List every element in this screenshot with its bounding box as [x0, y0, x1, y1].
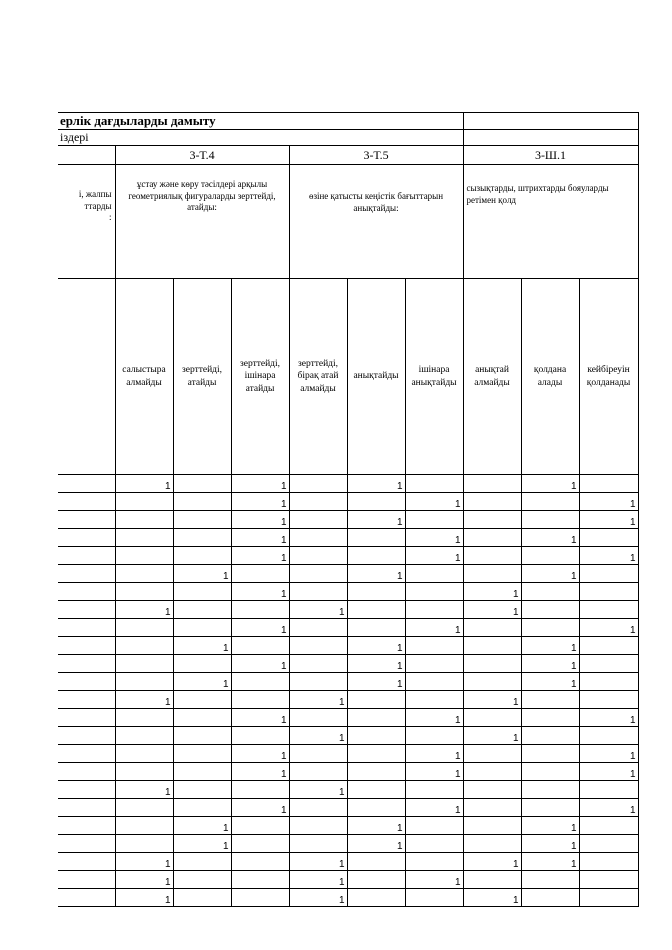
table-cell[interactable] [289, 547, 347, 565]
table-cell[interactable]: 1 [579, 745, 638, 763]
table-cell[interactable]: 1 [289, 781, 347, 799]
table-cell[interactable]: 1 [347, 511, 405, 529]
table-cell[interactable] [115, 709, 173, 727]
table-cell[interactable]: 1 [289, 691, 347, 709]
table-row [58, 583, 638, 601]
table-cell[interactable] [231, 835, 289, 853]
table-cell[interactable]: 1 [463, 583, 521, 601]
table-cell[interactable] [115, 673, 173, 691]
criteria-header: кейбіреуін қолданады [579, 279, 638, 475]
table-cell[interactable] [463, 637, 521, 655]
table-cell[interactable] [579, 889, 638, 907]
table-row [58, 727, 638, 745]
table-cell[interactable] [231, 565, 289, 583]
table-row [58, 511, 638, 529]
table-cell[interactable] [231, 727, 289, 745]
row-edge-cell [58, 637, 115, 655]
table-cell[interactable] [173, 493, 231, 511]
table-cell[interactable] [115, 619, 173, 637]
table-cell[interactable] [463, 709, 521, 727]
criteria-header: анықтайды [347, 279, 405, 475]
table-cell[interactable]: 1 [521, 529, 579, 547]
table-cell[interactable] [463, 817, 521, 835]
table-cell[interactable]: 1 [521, 565, 579, 583]
table-cell[interactable] [463, 565, 521, 583]
table-cell[interactable]: 1 [231, 511, 289, 529]
table-cell[interactable]: 1 [231, 493, 289, 511]
table-cell[interactable] [463, 673, 521, 691]
table-cell[interactable]: 1 [115, 871, 173, 889]
table-cell[interactable] [405, 817, 463, 835]
table-subtitle: іздері [58, 130, 463, 146]
table-cell[interactable]: 1 [173, 565, 231, 583]
table-cell[interactable] [347, 529, 405, 547]
table-cell[interactable] [521, 763, 579, 781]
table-cell[interactable] [231, 601, 289, 619]
table-cell[interactable]: 1 [463, 727, 521, 745]
table-cell[interactable] [405, 889, 463, 907]
table-cell[interactable] [579, 601, 638, 619]
code-cell-sh1: 3-Ш.1 [463, 146, 638, 165]
table-cell[interactable] [115, 511, 173, 529]
table-cell[interactable] [289, 583, 347, 601]
table-cell[interactable] [347, 871, 405, 889]
table-cell[interactable] [579, 727, 638, 745]
table-cell[interactable] [521, 799, 579, 817]
table-cell[interactable] [289, 817, 347, 835]
table-cell[interactable]: 1 [231, 709, 289, 727]
table-row [58, 619, 638, 637]
table-cell[interactable] [347, 799, 405, 817]
criteria-header: зерттейді, ішінара атайды [231, 279, 289, 475]
table-cell[interactable] [405, 673, 463, 691]
table-cell[interactable]: 1 [115, 475, 173, 493]
table-row [58, 709, 638, 727]
table-cell[interactable]: 1 [405, 493, 463, 511]
table-cell[interactable] [463, 547, 521, 565]
table-cell[interactable] [521, 745, 579, 763]
table-cell[interactable]: 1 [347, 817, 405, 835]
table-cell[interactable]: 1 [115, 601, 173, 619]
description-sh1: сызықтарды, штрихтарды бояуларды ретімен қолд [463, 165, 638, 279]
table-cell[interactable]: 1 [231, 547, 289, 565]
row-edge-cell [58, 583, 115, 601]
table-cell[interactable] [463, 781, 521, 799]
table-cell[interactable]: 1 [347, 835, 405, 853]
table-cell[interactable] [231, 889, 289, 907]
table-cell[interactable] [289, 529, 347, 547]
table-cell[interactable] [115, 565, 173, 583]
row-edge-cell [58, 691, 115, 709]
table-cell[interactable] [289, 799, 347, 817]
table-cell[interactable] [463, 655, 521, 673]
criteria-header: салыстыра алмайды [115, 279, 173, 475]
table-cell[interactable] [579, 835, 638, 853]
table-cell[interactable] [405, 601, 463, 619]
row-edge-cell [58, 889, 115, 907]
table-cell[interactable]: 1 [115, 691, 173, 709]
table-cell[interactable] [579, 655, 638, 673]
code-cell-t5: 3-Т.5 [289, 146, 463, 165]
row-edge-cell [58, 709, 115, 727]
table-row [58, 475, 638, 493]
table-cell[interactable]: 1 [521, 853, 579, 871]
table-cell[interactable] [173, 529, 231, 547]
table-cell[interactable]: 1 [347, 475, 405, 493]
criteria-header: ішінара анықтайды [405, 279, 463, 475]
table-cell[interactable] [521, 709, 579, 727]
table-cell[interactable]: 1 [347, 655, 405, 673]
table-cell[interactable]: 1 [115, 889, 173, 907]
table-cell[interactable] [463, 493, 521, 511]
table-cell[interactable] [289, 835, 347, 853]
table-cell[interactable] [115, 763, 173, 781]
row-edge-cell [58, 529, 115, 547]
table-cell[interactable] [463, 835, 521, 853]
table-cell[interactable] [521, 691, 579, 709]
table-cell[interactable]: 1 [231, 655, 289, 673]
row-edge-cell [58, 817, 115, 835]
table-cell[interactable]: 1 [579, 709, 638, 727]
criteria-header: қолдана алады [521, 279, 579, 475]
row-edge-cell [58, 853, 115, 871]
table-cell[interactable] [405, 655, 463, 673]
row-edge-cell [58, 565, 115, 583]
table-cell[interactable]: 1 [231, 583, 289, 601]
table-cell[interactable] [579, 781, 638, 799]
table-cell[interactable] [115, 547, 173, 565]
table-cell[interactable]: 1 [231, 799, 289, 817]
table-cell[interactable]: 1 [173, 817, 231, 835]
table-cell[interactable]: 1 [405, 745, 463, 763]
table-cell[interactable] [173, 889, 231, 907]
table-cell[interactable] [521, 547, 579, 565]
table-cell[interactable] [463, 511, 521, 529]
table-cell[interactable] [579, 475, 638, 493]
table-cell[interactable] [115, 799, 173, 817]
table-cell[interactable]: 1 [347, 673, 405, 691]
table-cell[interactable] [115, 817, 173, 835]
row-edge-cell [58, 745, 115, 763]
row-edge-cell [58, 475, 115, 493]
table-cell[interactable]: 1 [579, 511, 638, 529]
table-cell[interactable] [289, 493, 347, 511]
table-cell[interactable] [347, 727, 405, 745]
table-cell[interactable]: 1 [579, 763, 638, 781]
table-cell[interactable]: 1 [579, 799, 638, 817]
table-cell[interactable] [289, 475, 347, 493]
table-cell[interactable] [347, 493, 405, 511]
table-cell[interactable] [579, 637, 638, 655]
table-cell[interactable] [521, 889, 579, 907]
table-cell[interactable]: 1 [347, 637, 405, 655]
table-cell[interactable] [579, 529, 638, 547]
table-cell[interactable] [231, 817, 289, 835]
row-edge-cell [58, 835, 115, 853]
description-t4: ұстау және көру тәсілдері арқылы геометриялық фигураларды зерттейді, атайды: [115, 165, 289, 279]
table-cell[interactable] [579, 691, 638, 709]
table-row [58, 565, 638, 583]
table-cell[interactable] [579, 673, 638, 691]
table-cell[interactable]: 1 [405, 529, 463, 547]
table-cell[interactable] [231, 871, 289, 889]
table-cell[interactable] [521, 583, 579, 601]
table-cell[interactable] [289, 709, 347, 727]
table-cell[interactable] [521, 619, 579, 637]
table-cell[interactable] [173, 763, 231, 781]
table-cell[interactable] [463, 763, 521, 781]
table-cell[interactable]: 1 [231, 763, 289, 781]
table-cell[interactable] [115, 493, 173, 511]
table-row [58, 673, 638, 691]
row-edge-cell [58, 799, 115, 817]
table-cell[interactable] [579, 817, 638, 835]
table-cell[interactable] [289, 565, 347, 583]
table-cell[interactable]: 1 [347, 565, 405, 583]
table-cell[interactable] [173, 709, 231, 727]
table-cell[interactable]: 1 [289, 889, 347, 907]
table-cell[interactable]: 1 [115, 853, 173, 871]
table-cell[interactable] [579, 583, 638, 601]
table-cell[interactable] [289, 637, 347, 655]
table-row [58, 889, 638, 907]
row-edge-cell [58, 619, 115, 637]
table-cell[interactable]: 1 [405, 709, 463, 727]
table-cell[interactable] [231, 673, 289, 691]
criteria-header: зерттейді, бірақ атай алмайды [289, 279, 347, 475]
table-row [58, 691, 638, 709]
table-cell[interactable] [463, 871, 521, 889]
table-cell[interactable]: 1 [289, 871, 347, 889]
table-cell[interactable] [173, 475, 231, 493]
table-cell[interactable] [173, 619, 231, 637]
table-cell[interactable] [405, 835, 463, 853]
table-cell[interactable]: 1 [463, 601, 521, 619]
table-cell[interactable] [173, 655, 231, 673]
table-cell[interactable]: 1 [405, 547, 463, 565]
code-cell-t4: 3-Т.4 [115, 146, 289, 165]
table-cell[interactable] [521, 871, 579, 889]
description-row [58, 165, 638, 279]
table-cell[interactable] [115, 727, 173, 745]
table-cell[interactable]: 1 [521, 817, 579, 835]
table-row [58, 853, 638, 871]
table-row [58, 871, 638, 889]
table-cell[interactable] [173, 871, 231, 889]
row-edge-cell [58, 511, 115, 529]
table-cell[interactable] [405, 781, 463, 799]
table-cell[interactable] [289, 673, 347, 691]
table-cell[interactable] [405, 475, 463, 493]
table-cell[interactable]: 1 [173, 835, 231, 853]
row-edge-cell [58, 781, 115, 799]
table-cell[interactable] [173, 601, 231, 619]
table-cell[interactable] [521, 511, 579, 529]
table-row [58, 637, 638, 655]
table-row [58, 799, 638, 817]
table-row [58, 781, 638, 799]
table-cell[interactable]: 1 [231, 745, 289, 763]
table-cell[interactable] [115, 745, 173, 763]
table-row [58, 835, 638, 853]
table-cell[interactable] [289, 745, 347, 763]
table-cell[interactable] [173, 691, 231, 709]
table-cell[interactable] [463, 475, 521, 493]
criteria-header: анықтай алмайды [463, 279, 521, 475]
table-row [58, 817, 638, 835]
table-cell[interactable] [231, 691, 289, 709]
table-row [58, 601, 638, 619]
table-cell[interactable] [347, 889, 405, 907]
code-cell-left [58, 146, 115, 165]
table-cell[interactable]: 1 [231, 619, 289, 637]
table-row [58, 763, 638, 781]
criteria-edge-cell [58, 279, 115, 475]
table-cell[interactable] [579, 853, 638, 871]
table-row [58, 529, 638, 547]
row-edge-cell [58, 547, 115, 565]
table-cell[interactable] [115, 835, 173, 853]
table-cell[interactable] [405, 691, 463, 709]
row-edge-cell [58, 673, 115, 691]
table-cell[interactable]: 1 [463, 853, 521, 871]
table-cell[interactable]: 1 [463, 889, 521, 907]
table-cell[interactable] [405, 853, 463, 871]
table-cell[interactable] [289, 619, 347, 637]
table-cell[interactable] [347, 709, 405, 727]
criteria-header: зерттейді, атайды [173, 279, 231, 475]
table-cell[interactable] [115, 529, 173, 547]
table-cell[interactable] [347, 601, 405, 619]
table-cell[interactable] [405, 583, 463, 601]
subtitle-row [58, 130, 638, 146]
row-edge-cell [58, 763, 115, 781]
row-edge-cell [58, 871, 115, 889]
table-cell[interactable]: 1 [579, 547, 638, 565]
table-cell[interactable] [347, 853, 405, 871]
subtitle-empty-cell [463, 130, 638, 146]
table-cell[interactable] [347, 583, 405, 601]
table-cell[interactable] [173, 781, 231, 799]
table-cell[interactable] [115, 583, 173, 601]
table-cell[interactable]: 1 [405, 763, 463, 781]
table-cell[interactable] [347, 763, 405, 781]
table-cell[interactable] [347, 547, 405, 565]
table-cell[interactable] [347, 745, 405, 763]
table-cell[interactable]: 1 [405, 619, 463, 637]
table-row [58, 745, 638, 763]
table-cell[interactable] [405, 727, 463, 745]
table-cell[interactable] [579, 871, 638, 889]
table-cell[interactable] [231, 853, 289, 871]
table-cell[interactable] [347, 691, 405, 709]
table-cell[interactable] [173, 745, 231, 763]
table-cell[interactable] [173, 511, 231, 529]
table-cell[interactable] [579, 565, 638, 583]
table-row [58, 655, 638, 673]
table-cell[interactable]: 1 [521, 835, 579, 853]
table-cell[interactable] [347, 781, 405, 799]
table-cell[interactable] [173, 853, 231, 871]
description-left: і, жалпы ттарды : [58, 165, 115, 279]
table-cell[interactable] [347, 619, 405, 637]
table-cell[interactable]: 1 [521, 673, 579, 691]
table-cell[interactable]: 1 [405, 799, 463, 817]
table-cell[interactable]: 1 [521, 655, 579, 673]
table-cell[interactable]: 1 [289, 853, 347, 871]
table-cell[interactable] [405, 565, 463, 583]
table-cell[interactable] [463, 529, 521, 547]
code-row [58, 146, 638, 165]
table-cell[interactable] [405, 637, 463, 655]
table-cell[interactable]: 1 [231, 529, 289, 547]
title-row [58, 113, 638, 130]
table-cell[interactable] [289, 511, 347, 529]
table-cell[interactable] [231, 781, 289, 799]
table-cell[interactable] [289, 763, 347, 781]
table-cell[interactable] [173, 799, 231, 817]
table-cell[interactable]: 1 [579, 493, 638, 511]
table-title: ерлік дағдыларды дамыту [58, 113, 463, 130]
table-cell[interactable]: 1 [289, 601, 347, 619]
table-cell[interactable] [463, 799, 521, 817]
table-cell[interactable]: 1 [173, 637, 231, 655]
table-cell[interactable]: 1 [521, 475, 579, 493]
table-cell[interactable]: 1 [115, 781, 173, 799]
title-empty-cell [463, 113, 638, 130]
table-cell[interactable] [463, 745, 521, 763]
table-cell[interactable] [173, 583, 231, 601]
table-row [58, 493, 638, 511]
row-edge-cell [58, 655, 115, 673]
table-row [58, 547, 638, 565]
table-cell[interactable] [521, 781, 579, 799]
row-edge-cell [58, 493, 115, 511]
table-cell[interactable] [173, 547, 231, 565]
table-cell[interactable]: 1 [579, 619, 638, 637]
table-cell[interactable] [289, 655, 347, 673]
table-cell[interactable] [173, 727, 231, 745]
row-edge-cell [58, 727, 115, 745]
table-cell[interactable] [463, 619, 521, 637]
table-cell[interactable] [231, 637, 289, 655]
assessment-table [58, 112, 639, 907]
table-cell[interactable] [405, 511, 463, 529]
table-cell[interactable]: 1 [463, 691, 521, 709]
table-cell[interactable] [115, 637, 173, 655]
spreadsheet-sheet [58, 112, 636, 906]
table-cell[interactable]: 1 [231, 475, 289, 493]
table-cell[interactable]: 1 [405, 871, 463, 889]
table-cell[interactable]: 1 [521, 637, 579, 655]
row-edge-cell [58, 601, 115, 619]
table-cell[interactable] [521, 727, 579, 745]
table-cell[interactable] [521, 601, 579, 619]
data-rows [58, 475, 638, 907]
description-t5: өзіне қатысты кеңістік бағыттарын анықтайды: [289, 165, 463, 279]
criteria-row [58, 279, 638, 475]
table-cell[interactable] [115, 655, 173, 673]
table-cell[interactable]: 1 [289, 727, 347, 745]
table-cell[interactable]: 1 [173, 673, 231, 691]
table-cell[interactable] [521, 493, 579, 511]
